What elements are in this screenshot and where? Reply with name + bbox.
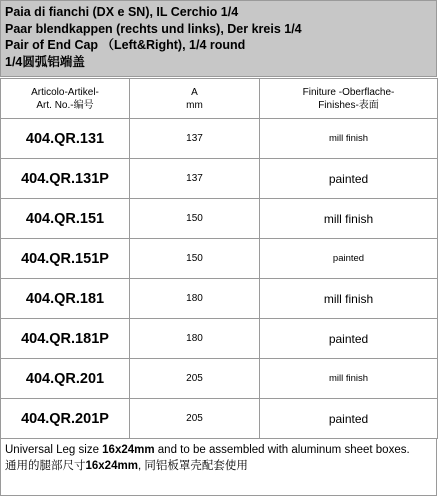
column-header-dimension <box>130 79 260 119</box>
footer-note <box>0 438 437 496</box>
footer-chinese <box>5 458 432 474</box>
table-row <box>1 399 438 439</box>
article-code: 404.QR.201P <box>1 399 130 439</box>
article-code: 404.QR.181 <box>1 279 130 319</box>
footer-cn-prefix: 通用的腿部尺寸 <box>5 460 86 472</box>
table-row <box>1 159 438 199</box>
article-code: 404.QR.181P <box>1 319 130 359</box>
finish-header-line-2: Finishes-表面 <box>318 99 379 111</box>
finish-value: painted <box>260 159 438 199</box>
title-italian: Paia di fianchi (DX e SN), IL Cerchio 1/4 <box>5 5 239 19</box>
dimension-a: 205 <box>130 399 260 439</box>
finish-value: mill finish <box>260 119 438 159</box>
article-header-line-2: Art. No.-编号 <box>36 99 94 111</box>
footer-english <box>5 442 432 458</box>
table-row <box>1 279 438 319</box>
title-block <box>0 0 437 77</box>
column-header-article <box>1 79 130 119</box>
finish-value: mill finish <box>260 199 438 239</box>
table-row <box>1 199 438 239</box>
footer-cn-suffix: , 同铝板罩壳配套使用 <box>137 460 248 472</box>
title-english: Pair of End Cap （Left&Right), 1/4 round <box>5 38 246 52</box>
dimension-a: 150 <box>130 199 260 239</box>
dimension-header-line-2: mm <box>186 99 203 111</box>
article-code: 404.QR.151P <box>1 239 130 279</box>
footer-en-suffix: and to be assembled with aluminum sheet boxes. <box>154 444 410 456</box>
dimension-a: 180 <box>130 279 260 319</box>
dimension-a: 137 <box>130 119 260 159</box>
article-code: 404.QR.201 <box>1 359 130 399</box>
title-chinese: 1/4圆弧铝端盖 <box>5 54 85 69</box>
dimension-a: 180 <box>130 319 260 359</box>
finish-value: painted <box>260 399 438 439</box>
finish-header-line-1: Finiture -Oberflache- <box>302 86 395 98</box>
table-row <box>1 119 438 159</box>
table-body <box>1 119 438 439</box>
title-german: Paar blendkappen (rechts und links), Der kreis 1/4 <box>5 21 302 36</box>
table-header-row <box>1 79 438 119</box>
article-table <box>0 78 438 439</box>
column-header-finish <box>260 79 438 119</box>
dimension-a: 150 <box>130 239 260 279</box>
footer-cn-size: 16x24mm <box>85 460 138 472</box>
finish-value: mill finish <box>260 359 438 399</box>
dimension-a: 205 <box>130 359 260 399</box>
article-code: 404.QR.131P <box>1 159 130 199</box>
finish-value: mill finish <box>260 279 438 319</box>
footer-en-size: 16x24mm <box>102 444 155 456</box>
table-row <box>1 359 438 399</box>
finish-value: painted <box>260 239 438 279</box>
footer-en-prefix: Universal Leg size <box>5 444 103 456</box>
finish-value: painted <box>260 319 438 359</box>
table-row <box>1 239 438 279</box>
table-row <box>1 319 438 359</box>
article-header-line-1: Articolo-Artikel- <box>31 86 99 98</box>
dimension-header-line-1: A <box>191 86 198 98</box>
article-code: 404.QR.151 <box>1 199 130 239</box>
dimension-a: 137 <box>130 159 260 199</box>
article-code: 404.QR.131 <box>1 119 130 159</box>
